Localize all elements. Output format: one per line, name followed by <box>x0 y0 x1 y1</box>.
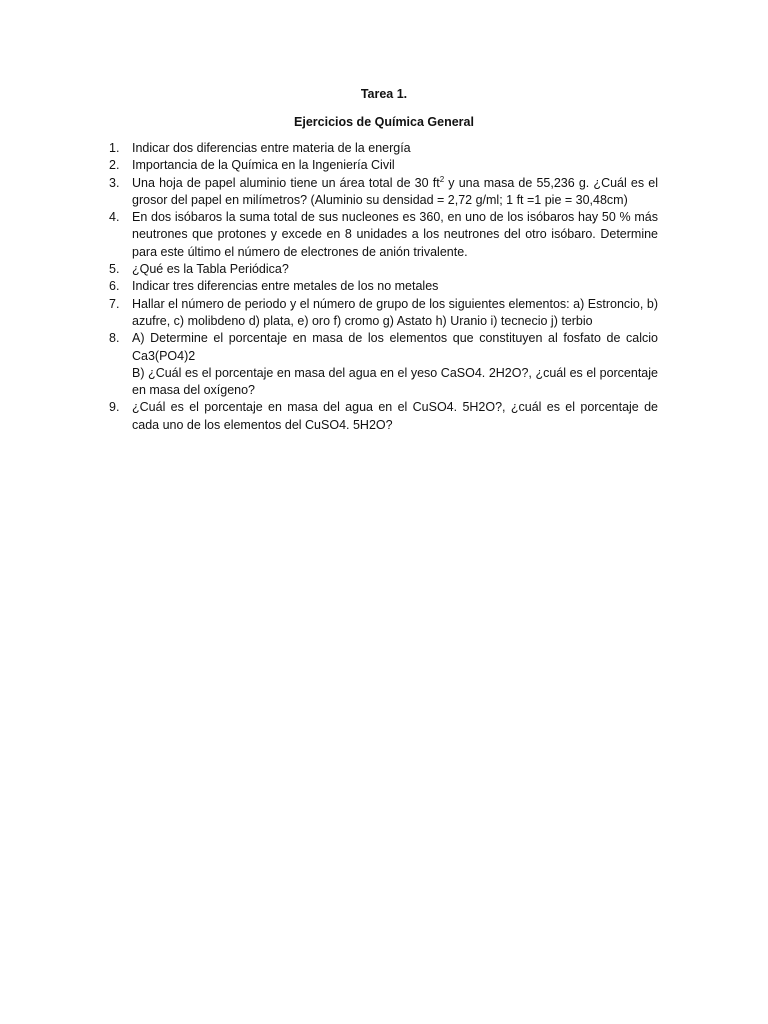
item-text: Importancia de la Química en la Ingeniería Civil <box>132 158 395 173</box>
list-item <box>109 399 658 434</box>
exercise-list <box>109 140 658 434</box>
document-subtitle: Ejercicios de Química General <box>294 115 474 129</box>
item-number: 1. <box>109 141 120 155</box>
list-item <box>109 209 658 261</box>
list-item <box>109 296 658 331</box>
list-item <box>109 278 658 295</box>
item-number: 3. <box>109 175 120 190</box>
item-text-part: y una masa de 55,236 g. ¿Cuál es el grosor del papel en milímetros? (Aluminio su densidad = 2,72 g/ml; 1 ft =1 pie = 30,48cm) <box>132 175 659 207</box>
item-number: 9. <box>109 400 120 415</box>
item-text-part-b: B) ¿Cuál es el porcentaje en masa del agua en el yeso CaSO4. 2H2O?, ¿cuál es el porcentaje en masa del oxígeno? <box>132 365 658 398</box>
item-text: ¿Qué es la Tabla Periódica? <box>132 262 289 277</box>
list-item <box>109 175 658 210</box>
item-text: Indicar tres diferencias entre metales de los no metales <box>132 279 439 294</box>
item-number: 7. <box>109 296 120 311</box>
document-title: Tarea 1. <box>360 87 408 101</box>
item-text-part-a: A) Determine el porcentaje en masa de los elementos que constituyen al fosfato de calcio Ca3(PO4)2 <box>132 331 658 363</box>
item-number: 6. <box>109 279 120 294</box>
list-item <box>109 330 658 399</box>
list-item <box>109 140 658 157</box>
list-item <box>109 157 658 174</box>
list-item <box>109 261 658 278</box>
item-number: 5. <box>109 262 120 277</box>
item-number: 8. <box>109 331 120 346</box>
item-text: Indicar dos diferencias entre materia de la energía <box>132 141 411 155</box>
item-text: Hallar el número de periodo y el número de grupo de los siguientes elementos: a) Estroncio, b) azufre, c) molibdeno d) plata, e) oro f) cromo g) Astato h) Uranio i) tecnecio j) terbio <box>132 296 658 328</box>
item-number: 4. <box>109 210 120 225</box>
item-text: ¿Cuál es el porcentaje en masa del agua en el CuSO4. 5H2O?, ¿cuál es el porcentaje de cada uno de los elementos del CuSO4. 5H2O? <box>132 400 658 432</box>
item-text <box>132 175 658 210</box>
item-text: En dos isóbaros la suma total de sus nucleones es 360, en uno de los isóbaros hay 50 % más neutrones que protones y excede en 8 unidades a los neutrones del otro isóbaro. Determine para este último el número de electrones de anión trivalente. <box>132 210 658 259</box>
item-text-part: Una hoja de papel aluminio tiene un área total de 30 ft <box>132 175 440 190</box>
superscript: 2 <box>439 174 445 184</box>
item-number: 2. <box>109 158 120 173</box>
